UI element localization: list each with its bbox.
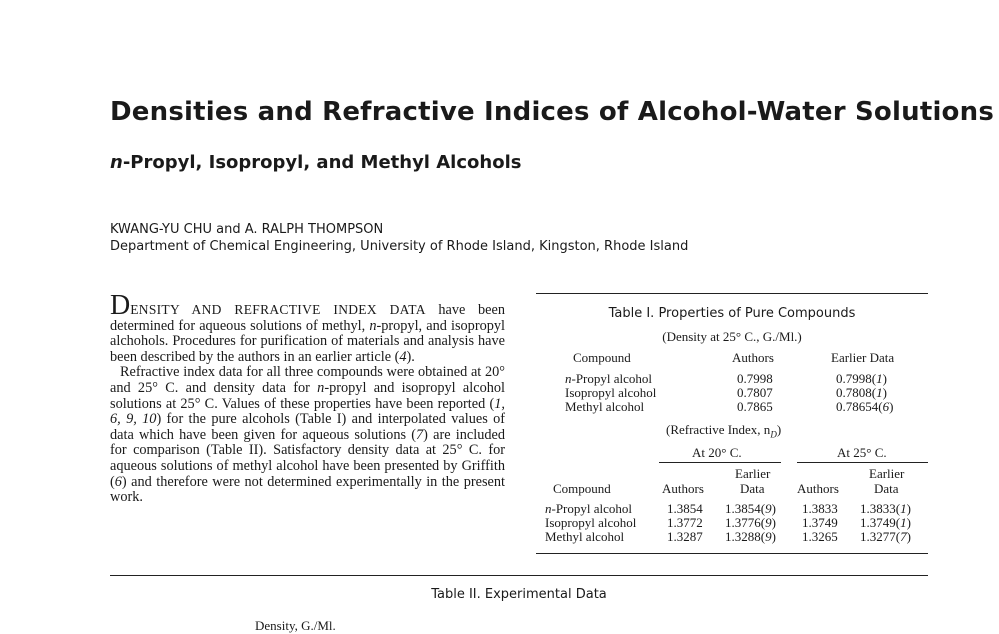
subtitle-text: -Propyl, Isopropyl, and Methyl Alcohols [122,152,522,173]
table1-ri-header-compound: Compound [553,481,611,496]
compound-name: Isopropyl alcohol [545,515,637,530]
value: 0.7998 [836,371,872,386]
italic-n: n [565,371,572,386]
text-run-italic: n [317,379,325,396]
table1-at25-header: At 25° C. [837,445,887,460]
table1-ri-row3-compound [545,530,624,544]
body-text [110,290,506,506]
value: 1.3277 [860,529,896,544]
citation: 7 [416,426,424,443]
table1-density-subtitle: (Density at 25° C., G./Ml.) [662,329,802,344]
table1-ri-row1-a25: 1.3833 [802,501,838,516]
text-run: ). [406,348,415,365]
table1-at25-rule [797,462,928,463]
drop-cap: D [110,290,131,321]
reference: 9 [765,529,772,544]
table1-ri-row2-e25: 1.3749(1) [860,515,911,530]
table1-ri-earlier20-line2: Data [740,481,765,496]
table1-ri-row3-a20: 1.3287 [667,529,703,544]
compound-name: Methyl alcohol [565,399,645,414]
table1-at20-header: At 20° C. [692,445,742,460]
table1-header-earlier: Earlier Data [831,350,895,365]
table2-top-rule [110,575,928,576]
table1-row3-compound [565,400,644,414]
table1-ri-row1-a20: 1.3854 [667,501,703,516]
subtitle-text: (Refractive Index, n [666,422,771,437]
reference: 7 [900,529,907,544]
table1-row2-compound [565,386,656,400]
table1-ri-row3-e20: 1.3288(9) [725,529,776,544]
table1-ri-header-authors20: Authors [662,481,704,496]
table1-ri-row1-compound [545,502,632,516]
table1-bottom-rule [536,553,928,554]
table1-ri-row1-e20: 1.3854(9) [725,501,776,516]
author-names: KWANG-YU CHU and A. RALPH THOMPSON [110,222,384,237]
subscript-d: D [770,429,777,440]
table1-at20-rule [659,462,781,463]
table1-header-compound: Compound [573,350,631,365]
table1-ri-earlier25-line2: Data [874,481,899,496]
author-affiliation: Department of Chemical Engineering, University of Rhode Island, Kingston, Rhode Island [110,239,689,254]
table2-density-header: Density, G./Ml. [255,618,336,633]
reference: 6 [882,399,890,414]
table1-row2-authors: 0.7807 [737,385,773,400]
table1-row1-compound [565,372,652,386]
table1-ri-header-authors25: Authors [797,481,839,496]
paragraph-1 [110,290,505,365]
reference: 1 [900,515,907,530]
value: 0.7808 [836,385,872,400]
value: 1.3749 [860,515,896,530]
reference: 1 [876,385,883,400]
table1-title: Table I. Properties of Pure Compounds [608,306,856,321]
table1-row1-earlier: 0.7998(1) [836,371,887,386]
text-run: ) are included for comparison (Table II). Satisfactory density data at 25° C. for aqueous solutions of methyl alcohol have been presented by Griffith ( [110,426,505,490]
compound-name: Isopropyl alcohol [565,385,657,400]
compound-name: Methyl alcohol [545,529,625,544]
text-run: ) for the pure alcohols (Table I) and interpolated values of data which have been given for aqueous solutions ( [110,411,506,443]
table1-row2-earlier: 0.7808(1) [836,385,887,400]
text-run: Refractive index data for all three compounds were obtained at 20° and 25° C. and density data for [110,364,505,396]
table1-refractive-subtitle [666,423,781,442]
table1-ri-row2-a25: 1.3749 [802,515,838,530]
table1-ri-row2-compound [545,516,636,530]
paragraph-2 [110,365,505,505]
text-run: -propyl and isopropyl alcohol solutions at 25° C. Values of these properties have been reported ( [110,379,505,412]
small-caps-lead: ENSITY AND REFRACTIVE INDEX DATA [130,302,426,317]
text-run-italic: n [369,317,377,334]
article-title: Densities and Refractive Indices of Alcohol-Water Solutions [110,97,995,127]
reference: 1 [876,371,883,386]
table1-ri-earlier25-line1: Earlier [869,466,905,481]
subtitle-close: ) [776,422,782,437]
value: 1.3288 [725,529,761,544]
citation: 4 [399,348,407,365]
text-run: have been determined for aqueous solutions of methyl, [110,302,505,334]
table1-row3-authors: 0.7865 [737,399,773,414]
table1-ri-row2-e20: 1.3776(9) [725,515,776,530]
table1-ri-row3-a25: 1.3265 [802,529,838,544]
value: 1.3854 [725,501,761,516]
table1-row3-earlier: 0.78654(6) [836,399,894,414]
value: 1.3833 [860,501,896,516]
subtitle-italic-n: n [110,152,123,173]
reference: 1 [900,501,907,516]
table1-top-rule [536,293,928,294]
text-run: ) and therefore were not determined experimentally in the present work. [110,473,505,506]
italic-n: n [545,501,552,516]
compound-name: -Propyl alcohol [571,371,653,386]
reference: 9 [765,515,772,530]
citation: 6 [114,473,122,490]
table1-row1-authors: 0.7998 [737,371,773,386]
citation: 1, 6, 9, 10 [110,395,505,428]
value: 0.78654 [836,399,879,414]
table1-header-authors: Authors [732,350,774,365]
table1-ri-earlier20-line1: Earlier [735,466,771,481]
article-subtitle [110,152,521,173]
table1-ri-row2-a20: 1.3772 [667,515,703,530]
compound-name: -Propyl alcohol [551,501,633,516]
text-run: -propyl, and isopropyl alchohols. Procedures for purification of materials and analysis have been described by the authors in an earlier article ( [110,317,505,365]
table1-ri-row3-e25: 1.3277(7) [860,529,911,544]
value: 1.3776 [725,515,761,530]
reference: 9 [765,501,772,516]
table1-ri-row1-e25: 1.3833(1) [860,501,911,516]
table2-title: Table II. Experimental Data [431,587,607,602]
